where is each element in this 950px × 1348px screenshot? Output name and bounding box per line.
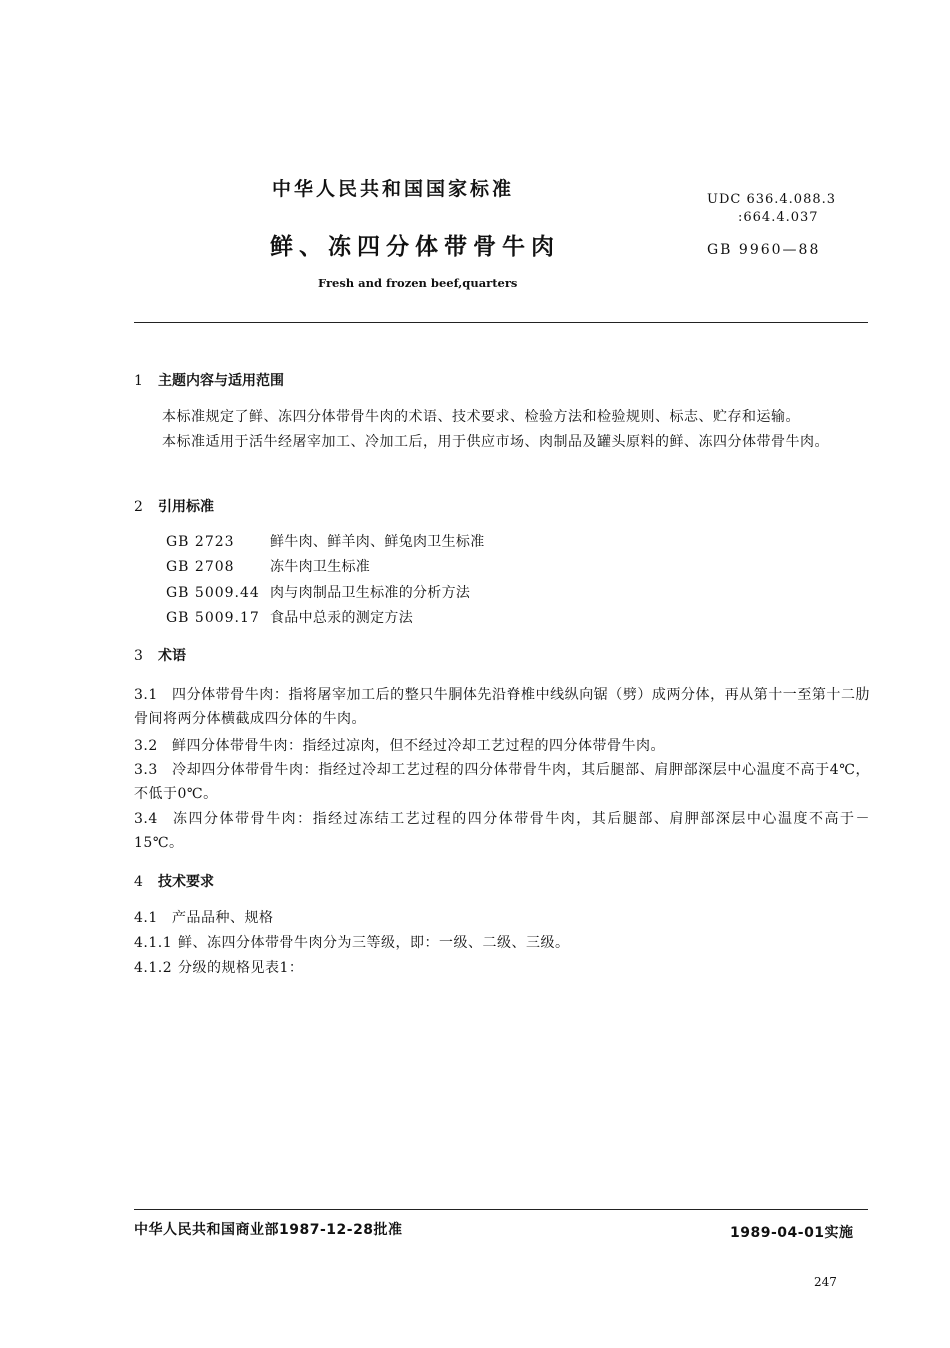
reference-title: 肉与肉制品卫生标准的分析方法 <box>270 585 471 601</box>
reference-title: 食品中总汞的测定方法 <box>270 610 413 626</box>
clause-number: 4.1 <box>134 910 158 926</box>
clause-text: 四分体带骨牛肉：指将屠宰加工后的整只牛胴体先沿脊椎中线纵向锯（劈）成两分体，再从第十一至第十二肋骨间将两分体横截成四分体的牛肉。 <box>134 687 870 727</box>
section-number: 1 <box>134 373 143 389</box>
section-1-paragraph-2: 本标准适用于活牛经屠宰加工、冷加工后，用于供应市场、肉制品及罐头原料的鲜、冻四分体带骨牛肉。 <box>162 434 829 450</box>
section-number: 3 <box>134 648 143 664</box>
section-2-heading <box>134 496 214 516</box>
term-3-1 <box>134 683 870 731</box>
section-title: 主题内容与适用范围 <box>158 373 284 389</box>
reference-code: GB 2723 <box>166 534 235 550</box>
footer-divider <box>134 1209 868 1210</box>
term-3-2 <box>134 734 870 758</box>
clause-text: 鲜、冻四分体带骨牛肉分为三等级，即：一级、二级、三级。 <box>178 935 570 951</box>
approval-statement: 中华人民共和国商业部1987-12-28批准 <box>134 1222 403 1238</box>
clause-number: 4.1.2 <box>134 960 173 976</box>
clause-number: 4.1.1 <box>134 935 173 951</box>
page-number: 247 <box>814 1275 837 1289</box>
section-4-heading <box>134 871 214 891</box>
term-3-4 <box>134 807 870 855</box>
clause-number: 3.1 <box>134 687 158 703</box>
section-title: 术语 <box>158 648 186 664</box>
section-number: 4 <box>134 874 143 890</box>
clause-text: 分级的规格见表1： <box>178 960 304 976</box>
section-3-heading <box>134 645 186 665</box>
reference-item <box>166 607 413 627</box>
section-1-paragraph-1: 本标准规定了鲜、冻四分体带骨牛肉的术语、技术要求、检验方法和检验规则、标志、贮存和运输。 <box>162 409 800 425</box>
reference-item <box>166 556 370 576</box>
section-number: 2 <box>134 499 143 515</box>
section-title: 技术要求 <box>158 874 214 890</box>
reference-code: GB 5009.17 <box>166 610 260 626</box>
udc-code-line2: :664.4.037 <box>738 210 819 225</box>
udc-code-line1: UDC 636.4.088.3 <box>707 192 837 207</box>
section-1-heading <box>134 370 284 390</box>
clause-number: 3.3 <box>134 762 158 778</box>
english-title: Fresh and frozen beef,quarters <box>318 276 518 290</box>
document-title: 鲜、冻四分体带骨牛肉 <box>270 234 560 260</box>
header-divider <box>134 322 868 323</box>
reference-title: 鲜牛肉、鲜羊肉、鲜兔肉卫生标准 <box>270 534 485 550</box>
section-title: 引用标准 <box>158 499 214 515</box>
clause-4-1-1 <box>134 931 870 955</box>
clause-text: 冷却四分体带骨牛肉：指经过冷却工艺过程的四分体带骨牛肉，其后腿部、肩胛部深层中心温度不高于4℃，不低于0℃。 <box>134 762 870 802</box>
clause-4-1-2 <box>134 956 870 980</box>
clause-4-1 <box>134 906 870 930</box>
gb-standard-code: GB 9960—88 <box>707 242 821 258</box>
clause-text: 冻四分体带骨牛肉：指经过冻结工艺过程的四分体带骨牛肉，其后腿部、肩胛部深层中心温度不高于－15℃。 <box>134 811 870 851</box>
clause-text: 产品品种、规格 <box>172 910 274 926</box>
reference-item <box>166 582 470 602</box>
clause-number: 3.2 <box>134 738 158 754</box>
term-3-3 <box>134 758 870 806</box>
reference-code: GB 5009.44 <box>166 585 260 601</box>
clause-text: 鲜四分体带骨牛肉：指经过凉肉，但不经过冷却工艺过程的四分体带骨牛肉。 <box>172 738 665 754</box>
reference-code: GB 2708 <box>166 559 235 575</box>
effective-date: 1989-04-01实施 <box>730 1225 854 1241</box>
reference-title: 冻牛肉卫生标准 <box>270 559 371 575</box>
clause-number: 3.4 <box>134 811 158 827</box>
reference-item <box>166 531 485 551</box>
standard-category-title: 中华人民共和国国家标准 <box>272 178 515 200</box>
